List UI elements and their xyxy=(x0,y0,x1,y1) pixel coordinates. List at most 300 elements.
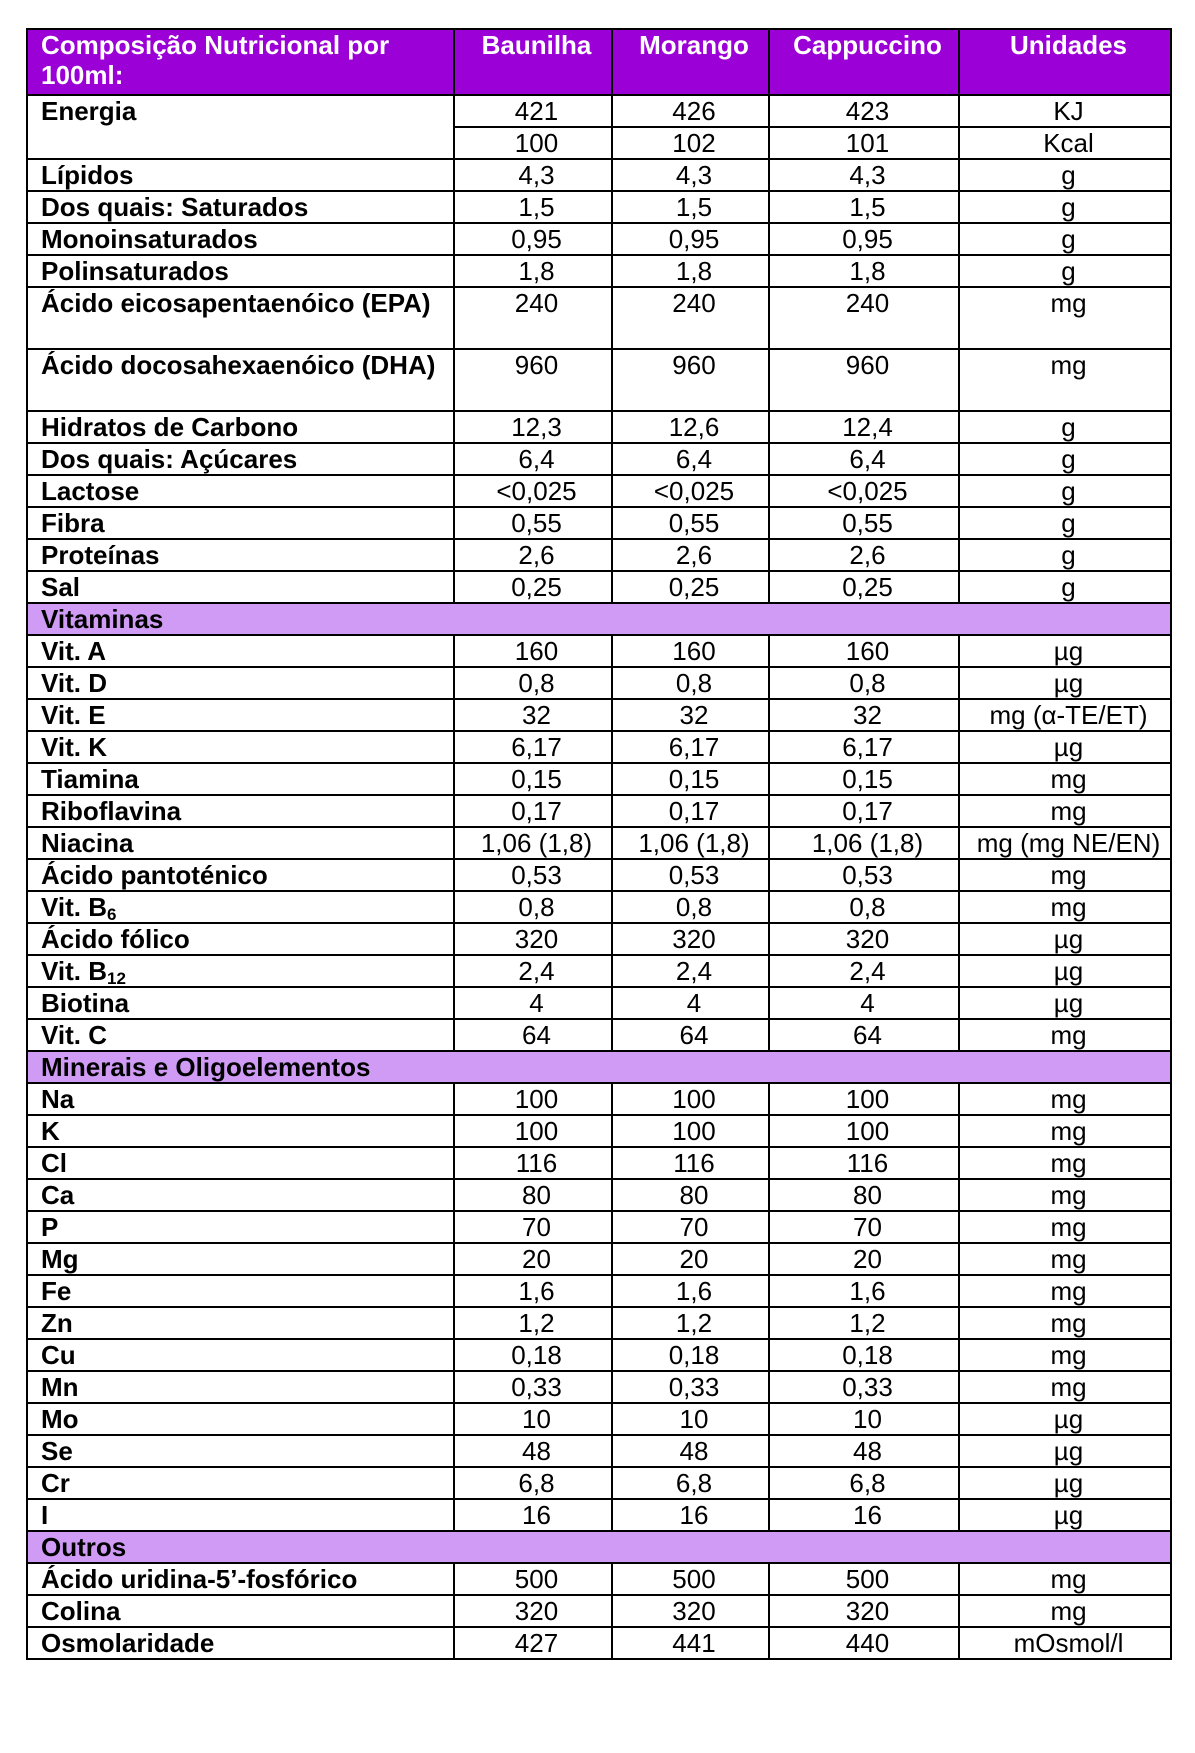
row-label xyxy=(27,1563,454,1595)
table-body xyxy=(27,95,1171,1659)
row-label xyxy=(27,1243,454,1275)
row-label xyxy=(27,987,454,1019)
cell-baunilha: 6,4 xyxy=(454,443,612,475)
cell-morango: 80 xyxy=(612,1179,769,1211)
table-row xyxy=(27,159,1171,191)
cell-unit: mg xyxy=(959,1179,1171,1211)
cell-morango: 20 xyxy=(612,1243,769,1275)
cell-cappuccino: 1,8 xyxy=(769,255,959,287)
cell-baunilha: 100 xyxy=(454,1083,612,1115)
row-label xyxy=(27,1339,454,1371)
row-label-text: Ácido fólico xyxy=(41,924,190,954)
cell-unit: mg xyxy=(959,1371,1171,1403)
cell-baunilha: 421 xyxy=(454,95,612,127)
row-label xyxy=(27,255,454,287)
section-title: Vitaminas xyxy=(27,603,1171,635)
row-label-text: Niacina xyxy=(41,828,134,858)
cell-unit: mg xyxy=(959,1211,1171,1243)
cell-baunilha: 0,17 xyxy=(454,795,612,827)
cell-baunilha: 160 xyxy=(454,635,612,667)
cell-morango: 48 xyxy=(612,1435,769,1467)
row-label-text: Mo xyxy=(41,1404,79,1434)
cell-baunilha: 960 xyxy=(454,349,612,411)
row-label-text: Monoinsaturados xyxy=(41,224,258,254)
row-label-text: Cu xyxy=(41,1340,76,1370)
cell-unit: Kcal xyxy=(959,127,1171,159)
table-row xyxy=(27,1083,1171,1115)
cell-morango: 0,18 xyxy=(612,1339,769,1371)
header-cappuccino: Cappuccino xyxy=(769,29,959,95)
cell-morango: 6,17 xyxy=(612,731,769,763)
cell-unit: mg (mg NE/EN) xyxy=(959,827,1171,859)
cell-morango: 10 xyxy=(612,1403,769,1435)
header-unidades: Unidades xyxy=(959,29,1171,95)
header-baunilha: Baunilha xyxy=(454,29,612,95)
table-row xyxy=(27,1371,1171,1403)
row-label xyxy=(27,1627,454,1659)
table-row xyxy=(27,1595,1171,1627)
cell-cappuccino: 116 xyxy=(769,1147,959,1179)
table-row xyxy=(27,667,1171,699)
cell-morango: 16 xyxy=(612,1499,769,1531)
cell-baunilha: 0,95 xyxy=(454,223,612,255)
table-row xyxy=(27,1403,1171,1435)
table-row xyxy=(27,1115,1171,1147)
row-label xyxy=(27,763,454,795)
row-label-text: Vit. B xyxy=(41,956,107,986)
cell-cappuccino: 4,3 xyxy=(769,159,959,191)
row-label xyxy=(27,635,454,667)
cell-unit: mg xyxy=(959,1147,1171,1179)
cell-baunilha: 1,06 (1,8) xyxy=(454,827,612,859)
row-label xyxy=(27,1083,454,1115)
row-label xyxy=(27,1371,454,1403)
cell-unit: µg xyxy=(959,955,1171,987)
cell-cappuccino: 0,95 xyxy=(769,223,959,255)
cell-morango: 320 xyxy=(612,923,769,955)
row-label-text: Zn xyxy=(41,1308,73,1338)
cell-unit: µg xyxy=(959,923,1171,955)
cell-cappuccino: 320 xyxy=(769,1595,959,1627)
cell-cappuccino: 20 xyxy=(769,1243,959,1275)
header-morango: Morango xyxy=(612,29,769,95)
table-row xyxy=(27,1499,1171,1531)
cell-morango: 500 xyxy=(612,1563,769,1595)
row-label xyxy=(27,955,454,987)
row-label-text: Vit. A xyxy=(41,636,107,666)
cell-cappuccino: 2,4 xyxy=(769,955,959,987)
row-label xyxy=(27,923,454,955)
table-row xyxy=(27,571,1171,603)
cell-morango: 1,6 xyxy=(612,1275,769,1307)
row-label-text: Vit. C xyxy=(41,1020,107,1050)
table-row xyxy=(27,763,1171,795)
cell-unit: mg xyxy=(959,1307,1171,1339)
row-label xyxy=(27,1019,454,1051)
row-label xyxy=(27,223,454,255)
cell-morango: 1,06 (1,8) xyxy=(612,827,769,859)
cell-morango: 0,95 xyxy=(612,223,769,255)
row-label-text: Se xyxy=(41,1436,73,1466)
table-row xyxy=(27,635,1171,667)
cell-cappuccino: 0,15 xyxy=(769,763,959,795)
cell-morango: 2,4 xyxy=(612,955,769,987)
cell-cappuccino: 0,8 xyxy=(769,667,959,699)
cell-unit: mg xyxy=(959,1115,1171,1147)
cell-unit: g xyxy=(959,443,1171,475)
cell-morango: 100 xyxy=(612,1083,769,1115)
cell-cappuccino: 100 xyxy=(769,1115,959,1147)
cell-morango: 0,15 xyxy=(612,763,769,795)
cell-cappuccino: 440 xyxy=(769,1627,959,1659)
row-label-text: Dos quais: Açúcares xyxy=(41,444,298,474)
cell-cappuccino: 16 xyxy=(769,1499,959,1531)
row-label-text: Lactose xyxy=(41,476,140,506)
cell-cappuccino: 320 xyxy=(769,923,959,955)
cell-baunilha: 240 xyxy=(454,287,612,349)
cell-cappuccino: 500 xyxy=(769,1563,959,1595)
table-row xyxy=(27,1147,1171,1179)
cell-baunilha: 116 xyxy=(454,1147,612,1179)
row-label xyxy=(27,667,454,699)
cell-baunilha: 6,8 xyxy=(454,1467,612,1499)
cell-morango: 1,5 xyxy=(612,191,769,223)
cell-morango: 0,25 xyxy=(612,571,769,603)
row-label xyxy=(27,1435,454,1467)
cell-baunilha: 0,8 xyxy=(454,667,612,699)
cell-unit: µg xyxy=(959,987,1171,1019)
table-row xyxy=(27,475,1171,507)
cell-unit: g xyxy=(959,539,1171,571)
cell-unit: mg xyxy=(959,287,1171,349)
row-label xyxy=(27,539,454,571)
cell-morango: 64 xyxy=(612,1019,769,1051)
row-label xyxy=(27,507,454,539)
cell-cappuccino: 1,6 xyxy=(769,1275,959,1307)
cell-cappuccino: 6,8 xyxy=(769,1467,959,1499)
cell-baunilha: 6,17 xyxy=(454,731,612,763)
cell-cappuccino: 4 xyxy=(769,987,959,1019)
section-minerais xyxy=(27,1051,1171,1083)
cell-cappuccino: 70 xyxy=(769,1211,959,1243)
cell-unit: mg xyxy=(959,349,1171,411)
row-label xyxy=(27,1115,454,1147)
section-vitaminas xyxy=(27,603,1171,635)
cell-cappuccino: 48 xyxy=(769,1435,959,1467)
row-label xyxy=(27,349,454,411)
row-label-text: Ácido pantoténico xyxy=(41,860,268,890)
row-label xyxy=(27,1467,454,1499)
row-label-text: Polinsaturados xyxy=(41,256,229,286)
row-label xyxy=(27,795,454,827)
cell-baunilha: 4,3 xyxy=(454,159,612,191)
table-row xyxy=(27,1627,1171,1659)
cell-morango: 426 xyxy=(612,95,769,127)
nutrition-table xyxy=(26,28,1172,1660)
cell-unit: mg xyxy=(959,891,1171,923)
row-label-subscript: 6 xyxy=(106,905,117,923)
table-row xyxy=(27,1467,1171,1499)
table-row xyxy=(27,507,1171,539)
cell-morango: 1,8 xyxy=(612,255,769,287)
cell-morango: 0,55 xyxy=(612,507,769,539)
table-row xyxy=(27,223,1171,255)
cell-morango: 441 xyxy=(612,1627,769,1659)
table-row xyxy=(27,955,1171,987)
cell-baunilha: 10 xyxy=(454,1403,612,1435)
table-row xyxy=(27,539,1171,571)
row-label-text: Ca xyxy=(41,1180,75,1210)
cell-unit: g xyxy=(959,507,1171,539)
cell-cappuccino: 12,4 xyxy=(769,411,959,443)
table-row xyxy=(27,1307,1171,1339)
cell-baunilha: 0,55 xyxy=(454,507,612,539)
row-label-text: Osmolaridade xyxy=(41,1628,215,1658)
cell-cappuccino: 64 xyxy=(769,1019,959,1051)
table-row xyxy=(27,923,1171,955)
row-label-text: Ácido docosahexaenóico (DHA) xyxy=(41,350,436,380)
row-label xyxy=(27,1595,454,1627)
cell-unit: g xyxy=(959,159,1171,191)
cell-baunilha: 16 xyxy=(454,1499,612,1531)
cell-baunilha: 2,6 xyxy=(454,539,612,571)
cell-unit: mg xyxy=(959,1563,1171,1595)
row-label xyxy=(27,411,454,443)
cell-unit: mg xyxy=(959,763,1171,795)
row-label-text: Vit. D xyxy=(41,668,107,698)
cell-baunilha: 2,4 xyxy=(454,955,612,987)
cell-morango: 32 xyxy=(612,699,769,731)
cell-morango: 960 xyxy=(612,349,769,411)
cell-cappuccino: 80 xyxy=(769,1179,959,1211)
cell-baunilha: 1,5 xyxy=(454,191,612,223)
section-title: Outros xyxy=(27,1531,1171,1563)
cell-baunilha: 320 xyxy=(454,923,612,955)
cell-baunilha: <0,025 xyxy=(454,475,612,507)
cell-morango: <0,025 xyxy=(612,475,769,507)
table-row xyxy=(27,1179,1171,1211)
cell-unit: µg xyxy=(959,1435,1171,1467)
row-label-text: Lípidos xyxy=(41,160,134,190)
cell-baunilha: 70 xyxy=(454,1211,612,1243)
row-label-text: Cl xyxy=(41,1148,67,1178)
cell-baunilha: 32 xyxy=(454,699,612,731)
row-label-subscript: 12 xyxy=(106,969,126,987)
cell-baunilha: 100 xyxy=(454,127,612,159)
cell-morango: 6,4 xyxy=(612,443,769,475)
cell-cappuccino: 1,5 xyxy=(769,191,959,223)
row-label xyxy=(27,287,454,349)
row-label xyxy=(27,1275,454,1307)
row-label xyxy=(27,699,454,731)
cell-morango: 0,17 xyxy=(612,795,769,827)
table-row-energy-kj xyxy=(27,95,1171,127)
cell-baunilha: 0,8 xyxy=(454,891,612,923)
cell-morango: 0,53 xyxy=(612,859,769,891)
cell-baunilha: 80 xyxy=(454,1179,612,1211)
cell-cappuccino: 2,6 xyxy=(769,539,959,571)
table-row xyxy=(27,349,1171,411)
cell-morango: 4 xyxy=(612,987,769,1019)
cell-baunilha: 427 xyxy=(454,1627,612,1659)
cell-unit: µg xyxy=(959,731,1171,763)
section-title: Minerais e Oligoelementos xyxy=(27,1051,1171,1083)
cell-morango: 2,6 xyxy=(612,539,769,571)
cell-baunilha: 4 xyxy=(454,987,612,1019)
cell-baunilha: 12,3 xyxy=(454,411,612,443)
cell-cappuccino: 6,4 xyxy=(769,443,959,475)
cell-unit: KJ xyxy=(959,95,1171,127)
cell-unit: mg (α-TE/ET) xyxy=(959,699,1171,731)
cell-unit: g xyxy=(959,411,1171,443)
row-label xyxy=(27,827,454,859)
cell-cappuccino: 0,17 xyxy=(769,795,959,827)
header-title: Composição Nutricional por 100ml: xyxy=(27,29,454,95)
table-row xyxy=(27,191,1171,223)
row-label xyxy=(27,1307,454,1339)
cell-cappuccino: 100 xyxy=(769,1083,959,1115)
row-label xyxy=(27,1211,454,1243)
cell-morango: 4,3 xyxy=(612,159,769,191)
row-label-text: Na xyxy=(41,1084,75,1114)
row-label xyxy=(27,159,454,191)
table-row xyxy=(27,1339,1171,1371)
cell-cappuccino: 0,8 xyxy=(769,891,959,923)
cell-unit: µg xyxy=(959,1403,1171,1435)
table-row xyxy=(27,891,1171,923)
cell-morango: 320 xyxy=(612,1595,769,1627)
cell-baunilha: 0,53 xyxy=(454,859,612,891)
row-label-text: Tiamina xyxy=(41,764,139,794)
cell-cappuccino: 10 xyxy=(769,1403,959,1435)
row-label xyxy=(27,571,454,603)
cell-morango: 100 xyxy=(612,1115,769,1147)
cell-cappuccino: 1,06 (1,8) xyxy=(769,827,959,859)
row-label xyxy=(27,891,454,923)
section-outros xyxy=(27,1531,1171,1563)
table-row xyxy=(27,987,1171,1019)
cell-cappuccino: 0,53 xyxy=(769,859,959,891)
row-label-text: Fibra xyxy=(41,508,105,538)
row-label xyxy=(27,731,454,763)
cell-unit: µg xyxy=(959,1467,1171,1499)
cell-morango: 0,8 xyxy=(612,891,769,923)
cell-morango: 12,6 xyxy=(612,411,769,443)
row-label-text: K xyxy=(41,1116,60,1146)
cell-unit: mg xyxy=(959,1243,1171,1275)
table-row xyxy=(27,1435,1171,1467)
cell-morango: 0,33 xyxy=(612,1371,769,1403)
row-label-text: Sal xyxy=(41,572,81,602)
row-label-energy: Energia xyxy=(27,95,454,159)
cell-baunilha: 320 xyxy=(454,1595,612,1627)
row-label xyxy=(27,859,454,891)
cell-cappuccino: 0,55 xyxy=(769,507,959,539)
cell-cappuccino: 160 xyxy=(769,635,959,667)
cell-baunilha: 20 xyxy=(454,1243,612,1275)
cell-cappuccino: 32 xyxy=(769,699,959,731)
row-label-text: Fe xyxy=(41,1276,72,1306)
cell-unit: µg xyxy=(959,1499,1171,1531)
cell-baunilha: 0,33 xyxy=(454,1371,612,1403)
table-row xyxy=(27,411,1171,443)
table-row xyxy=(27,1275,1171,1307)
cell-morango: 240 xyxy=(612,287,769,349)
cell-unit: mg xyxy=(959,795,1171,827)
row-label xyxy=(27,443,454,475)
cell-baunilha: 500 xyxy=(454,1563,612,1595)
table-row xyxy=(27,1563,1171,1595)
table-row xyxy=(27,255,1171,287)
cell-unit: g xyxy=(959,255,1171,287)
cell-baunilha: 0,18 xyxy=(454,1339,612,1371)
cell-cappuccino: 423 xyxy=(769,95,959,127)
table-row xyxy=(27,827,1171,859)
cell-baunilha: 1,8 xyxy=(454,255,612,287)
row-label-text: Mn xyxy=(41,1372,79,1402)
cell-unit: mg xyxy=(959,1275,1171,1307)
cell-cappuccino: 240 xyxy=(769,287,959,349)
table-row xyxy=(27,731,1171,763)
cell-baunilha: 1,2 xyxy=(454,1307,612,1339)
cell-cappuccino: 0,33 xyxy=(769,1371,959,1403)
cell-unit: mg xyxy=(959,1595,1171,1627)
table-row xyxy=(27,795,1171,827)
row-label-text: I xyxy=(41,1500,49,1530)
cell-morango: 116 xyxy=(612,1147,769,1179)
row-label xyxy=(27,1403,454,1435)
cell-unit: mg xyxy=(959,1019,1171,1051)
cell-unit: g xyxy=(959,223,1171,255)
table-row xyxy=(27,859,1171,891)
row-label-text: Hidratos de Carbono xyxy=(41,412,299,442)
cell-unit: mg xyxy=(959,1339,1171,1371)
row-label-text: Riboflavina xyxy=(41,796,182,826)
cell-cappuccino: 1,2 xyxy=(769,1307,959,1339)
table-row xyxy=(27,1019,1171,1051)
cell-baunilha: 0,25 xyxy=(454,571,612,603)
cell-cappuccino: 0,18 xyxy=(769,1339,959,1371)
row-label-text: Vit. K xyxy=(41,732,107,762)
cell-cappuccino: 101 xyxy=(769,127,959,159)
row-label xyxy=(27,475,454,507)
row-label-text: Dos quais: Saturados xyxy=(41,192,309,222)
cell-morango: 1,2 xyxy=(612,1307,769,1339)
cell-cappuccino: 960 xyxy=(769,349,959,411)
row-label xyxy=(27,1499,454,1531)
cell-cappuccino: 6,17 xyxy=(769,731,959,763)
cell-morango: 70 xyxy=(612,1211,769,1243)
row-label-text: Biotina xyxy=(41,988,130,1018)
cell-unit: g xyxy=(959,475,1171,507)
row-label xyxy=(27,1147,454,1179)
cell-baunilha: 48 xyxy=(454,1435,612,1467)
table-row xyxy=(27,1211,1171,1243)
cell-unit: g xyxy=(959,191,1171,223)
row-label xyxy=(27,191,454,223)
cell-baunilha: 1,6 xyxy=(454,1275,612,1307)
cell-unit: mg xyxy=(959,1083,1171,1115)
row-label-text: Ácido uridina-5’-fosfórico xyxy=(41,1564,358,1594)
table-row xyxy=(27,699,1171,731)
cell-morango: 0,8 xyxy=(612,667,769,699)
cell-morango: 102 xyxy=(612,127,769,159)
row-label-text: Cr xyxy=(41,1468,70,1498)
cell-baunilha: 64 xyxy=(454,1019,612,1051)
cell-unit: g xyxy=(959,571,1171,603)
cell-morango: 160 xyxy=(612,635,769,667)
table-row xyxy=(27,1243,1171,1275)
